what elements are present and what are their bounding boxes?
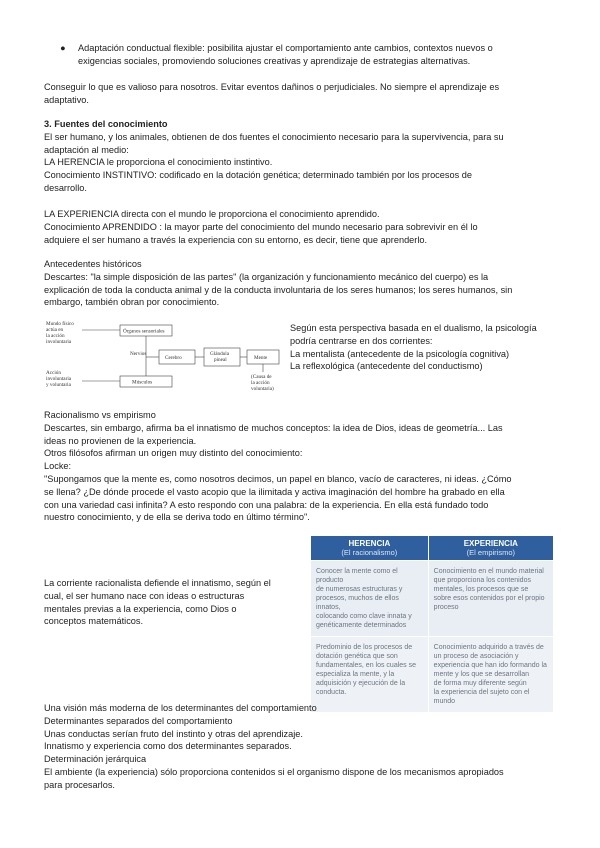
section-fuentes: 3. Fuentes del conocimiento El ser humano, y los animales, obtienen de dos fuentes el conocimiento necesario para la supervivencia, para su adaptación al medio: LA HERENCIA le proporciona el conocimiento instintivo. Conocimiento INSTINTIVO: codificado en la dotación genética; determinado también por los procesos de desarrollo.: [44, 118, 556, 195]
locke-quote-3: con una variedad casi infinita? A esto respondo con una palabra: de la experiencia. En ella está fundado todo: [44, 499, 489, 510]
section-title: 3. Fuentes del conocimiento: [44, 119, 168, 129]
diagram-left-top-4: involuntaria: [46, 339, 72, 345]
locke-quote-1: "Supongamos que la mente es, como nosotros decimos, un papel en blanco, vacío de caracteres, ni ideas. ¿Cómo: [44, 473, 512, 484]
cell-herencia-2: Predominio de los procesos de dotación genética que son fundamentales, en los cuales se especializa la mente, y la adquisición y ejecución de la conducta.: [311, 637, 429, 713]
causa-label-1: (Causa de: [251, 374, 272, 380]
bullet-dot: ●: [60, 43, 66, 53]
diagram-left-bottom-3: y voluntaria: [46, 382, 71, 388]
cell-experiencia-1: Conocimiento en el mundo material que proporciona los contenidos mentales, los procesos que se sobre esos contenidos por el propio proceso: [428, 561, 553, 637]
vision-moderna-paragraph: Una visión más moderna de los determinantes del comportamiento Determinantes separados del comportamiento Unas conductas serían fruto del instinto y otras del aprendizaje. Innatismo y experiencia como dos determinantes separados. Determinación jerárquica El ambiente (la experiencia) sólo proporciona contenidos si el organismo dispone de los mecanismos apropiados para procesarlos.: [44, 703, 504, 790]
bullet-text: Adaptación conductual flexible: posibilita ajustar el comportamiento ante cambios, contextos nuevos o exigencias sociales, promoviendo soluciones creativas y aprendizaje de estrategias alternativas.: [78, 43, 493, 66]
header-experiencia: EXPERIENCIA (El empirismo): [428, 536, 553, 561]
antecedentes-paragraph: Antecedentes históricos Descartes: "la simple disposición de las partes" (la organización y funcionamiento mecánico del cuerpo) es la explicación de toda la conducta animal y de la conducta involuntaria de los seres humanos; los seres humanos, sin embargo, también obran por conocimiento.: [44, 258, 556, 309]
header-herencia: HERENCIA (El racionalismo): [311, 536, 429, 561]
causa-label-3: voluntaria): [251, 386, 274, 392]
intro-paragraph: Conseguir lo que es valioso para nosotros. Evitar eventos dañinos o perjudiciales. No siempre el aprendizaje es adaptativo.: [44, 82, 500, 105]
cell-herencia-1: Conocer la mente como el producto de numerosas estructuras y procesos, muchos de ellos innatos, colocando como clave innata y genéticamente determinados: [311, 561, 429, 637]
cell-experiencia-2: Conocimiento adquirido a través de un proceso de asociación y experiencia que han ido formando la mente y los que se desarrollan de forma muy diferente según la experiencia del sujeto con el mundo: [428, 637, 553, 713]
antecedentes-title: Antecedentes históricos: [44, 259, 142, 269]
diagram-left-bottom-2: involuntaria: [46, 376, 72, 382]
experiencia-paragraph: LA EXPERIENCIA directa con el mundo le proporciona el conocimiento aprendido. Conocimiento APRENDIDO : la mayor parte del conocimiento del mundo necesario para sobrevivir en él lo adquiere el ser humano a través la experiencia con su entorno, es decir, tiene que aprenderlo.: [44, 209, 478, 245]
racionalismo-paragraph: Racionalismo vs empirismo Descartes, sin embargo, afirma ba el innatismo de muchos conceptos: la idea de Dios, ideas de geometría... Las ideas no provienen de la experiencia. Otros filósofos afirman un origen muy distinto del conocimiento: Locke: "Supongamos que la mente es, como nosotros decimos, un papel en blanco, vacío de caracteres, ni ideas. ¿Cómo se llena? ¿De dónde procede el vasto acopio que la ilimitada y activa imaginación del hombre ha grabado en ella con una variedad casi infinita? A esto respondo con una palabra: de la experiencia. En ella está fundado todo nuestro conocimiento, y de ella se deriva todo en último término".: [44, 409, 556, 524]
nervios-label: Nervios: [130, 351, 147, 357]
musculos-label: Músculos: [132, 379, 153, 386]
diagram-left-bottom-1: Acción: [46, 370, 61, 376]
cerebro-label: Cerebro: [165, 355, 182, 361]
causa-label-2: la acción: [251, 380, 270, 386]
locke-quote-4: nuestro conocimiento, y de ella se deriva todo en último término".: [44, 512, 310, 523]
mente-label: Mente: [254, 355, 268, 361]
glandula-label-2: pineal: [214, 357, 227, 363]
corriente-paragraph: La corriente racionalista defiende el innatismo, según el cual, el ser humano nace con ideas o estructuras mentales previas a la experiencia, como Dios o conceptos matemáticos.: [44, 578, 271, 627]
herencia-experiencia-table: [310, 535, 554, 713]
glandula-label-1: Glándula: [210, 351, 230, 357]
locke-quote-2: se llena? ¿De dónde procede el vasto acopio que la ilimitada y activa imaginación del hombre ha grabado en ella: [44, 486, 505, 497]
racionalismo-title: Racionalismo vs empirismo: [44, 410, 156, 420]
diagram-left-top-3: la acción: [46, 333, 65, 339]
diagram-left-top-2: actúa en: [46, 327, 64, 333]
dualismo-paragraph: Según esta perspectiva basada en el dualismo, la psicología podría centrarse en dos corrientes: La mentalista (antecedente de la psicología cognitiva) La reflexológica (antecedente del conductismo): [290, 323, 537, 372]
organos-label: Órganos sensoriales: [123, 328, 165, 335]
diagram-left-top-1: Mundo físico: [46, 321, 74, 327]
descartes-diagram: [44, 318, 284, 396]
